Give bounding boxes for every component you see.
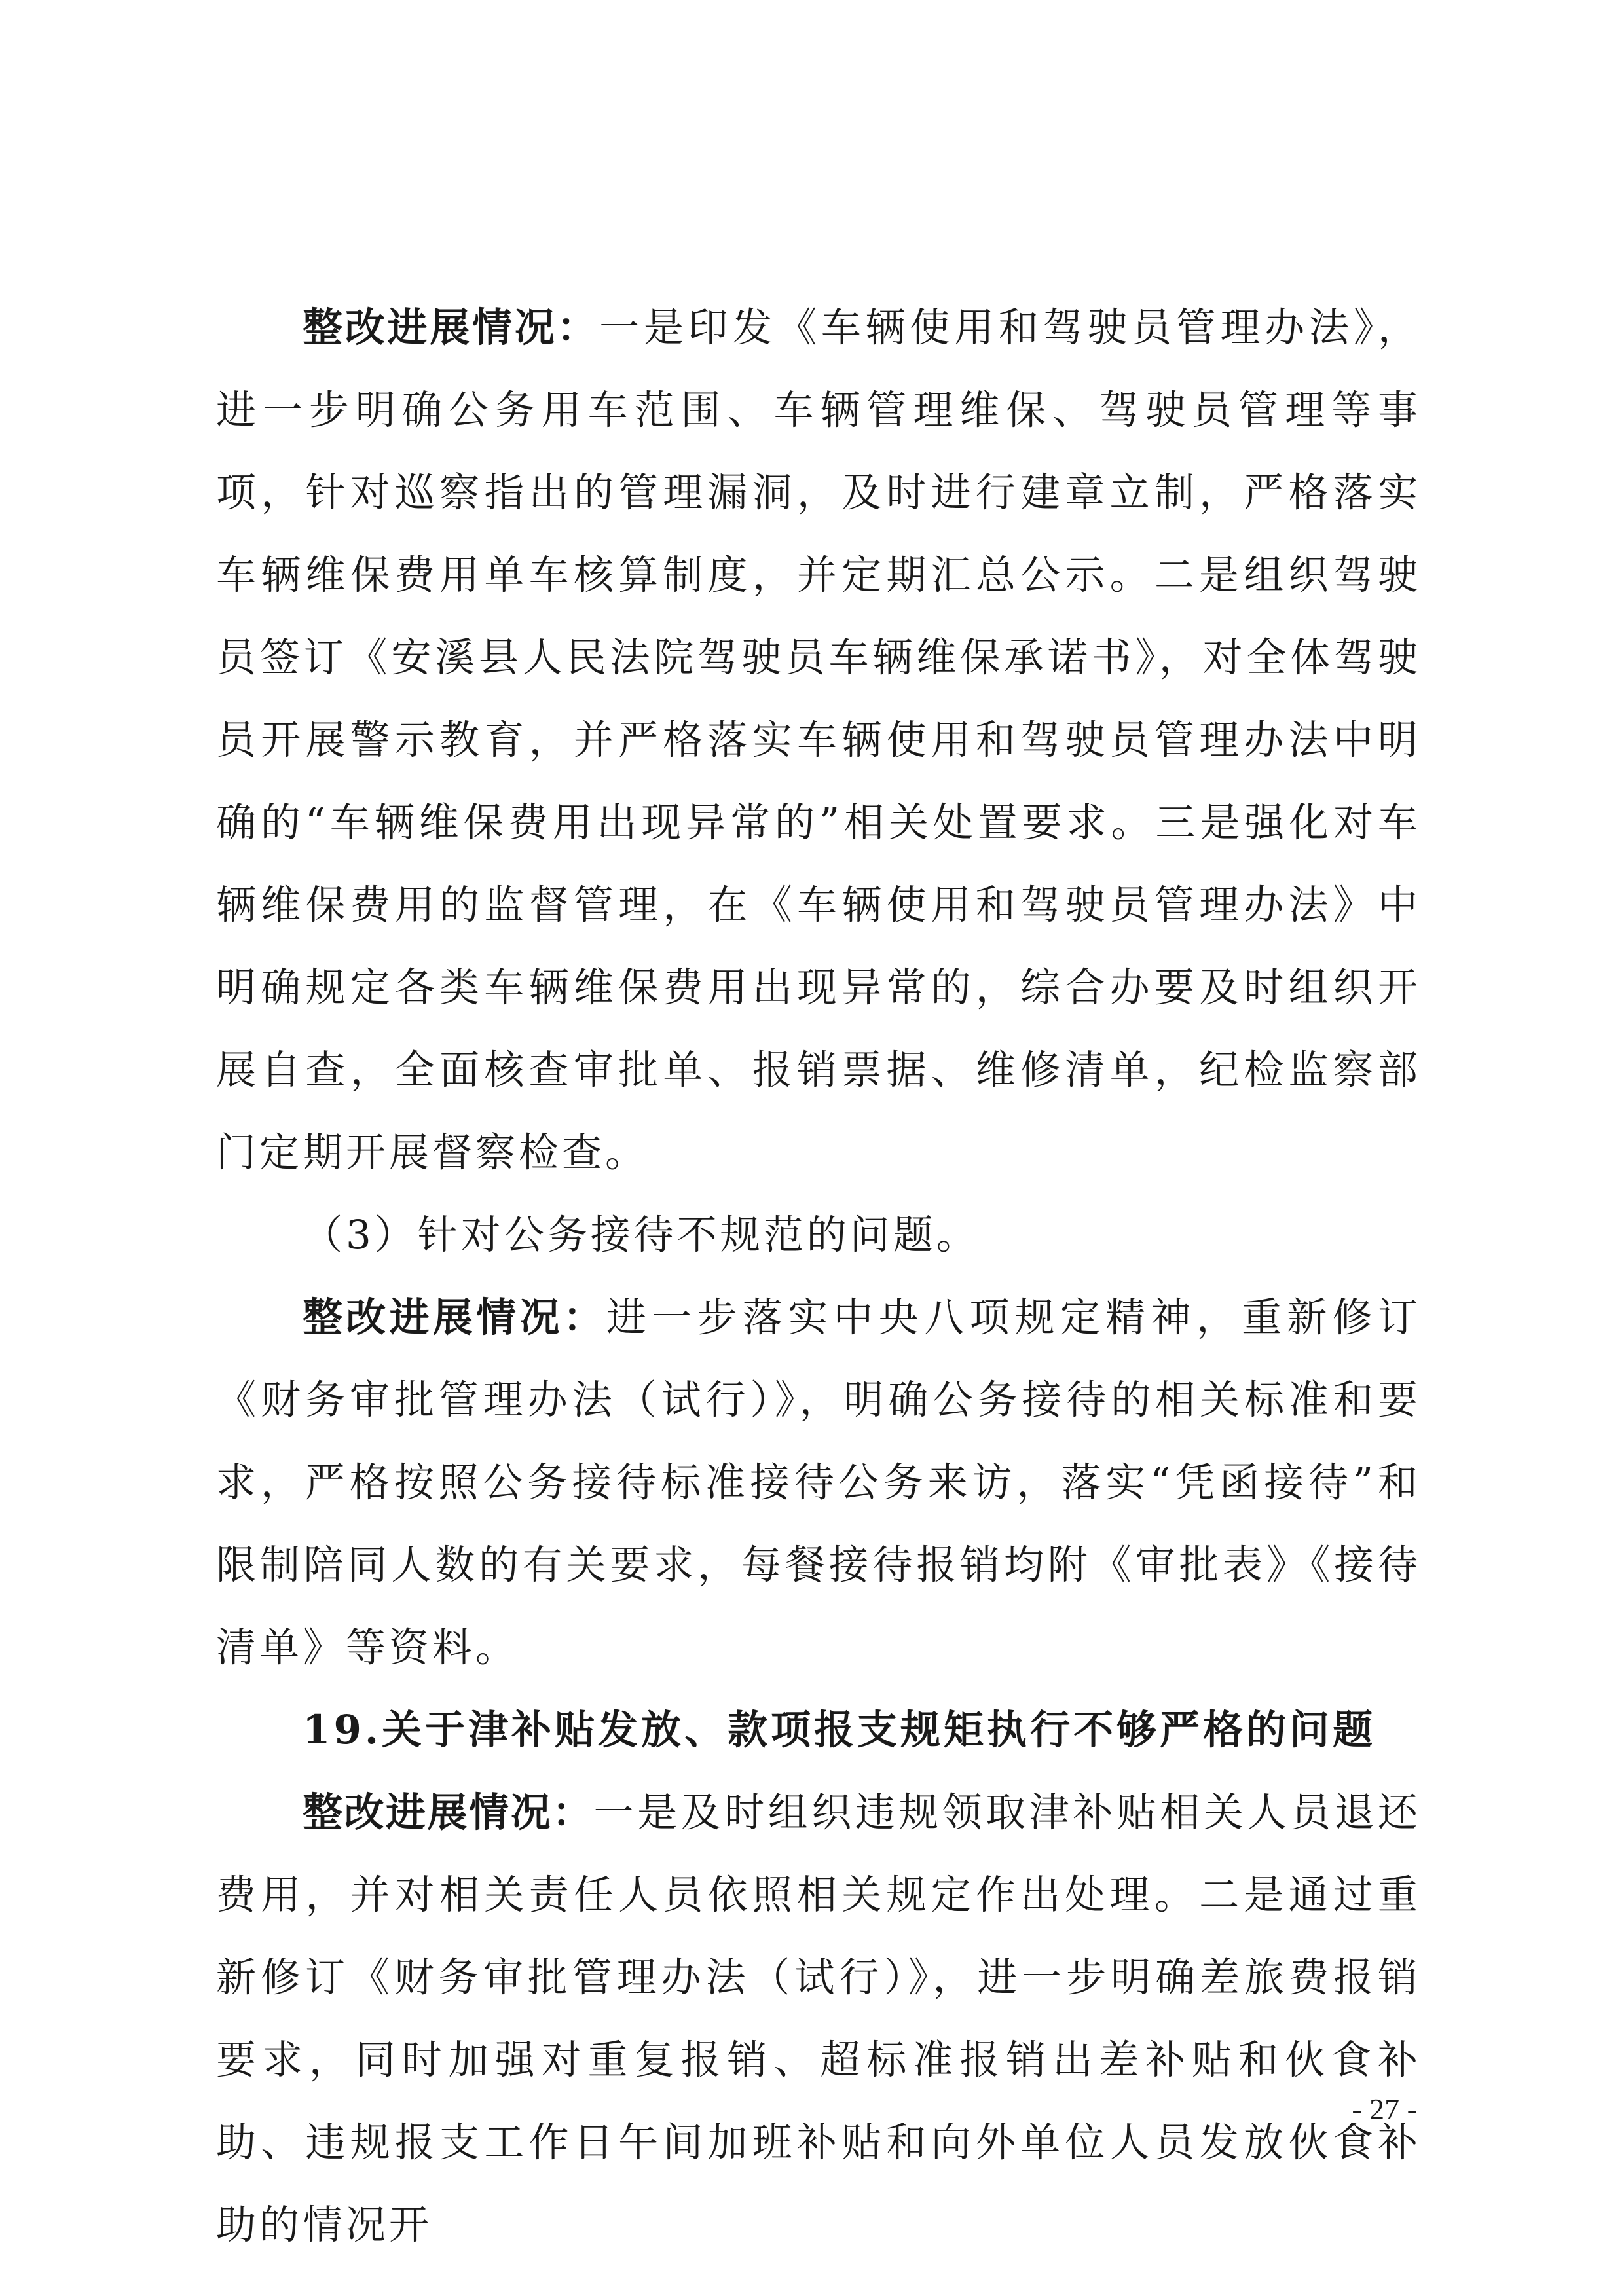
page-number: - 27 - (1352, 2092, 1417, 2126)
section-heading-19: 19.关于津补贴发放、款项报支规矩执行不够严格的问题 (303, 1707, 1376, 1753)
paragraph-lead: 整改进展情况： (303, 1294, 607, 1341)
paragraph-body: 一是印发《车辆使用和驾驶员管理办法》，进一步明确公务用车范围、车辆管理维保、驾驶员管理等事项，针对巡察指出的管理漏洞，及时进行建章立制，严格落实车辆维保费用单车核算制度，并定期汇总公示。二是组织驾驶员签订《安溪县人民法院驾驶员车辆维保承诺书》，对全体驾驶员开展警示教育，并严格落实车辆使用和驾驶员管理办法中明确的“车辆维保费用出现异常的”相关处置要求。三是强化对车辆维保费用的监督管理，在《车辆使用和驾驶员管理办法》中明确规定各类车辆维保费用出现异常的，综合办要及时组织开展自查，全面核查审批单、报销票据、维修清单，纪检监察部门定期开展督察检查。 (216, 304, 1421, 1176)
paragraph-body: 一是及时组织违规领取津补贴相关人员退还费用，并对相关责任人员依照相关规定作出处理。二是通过重新修订《财务审批管理办法（试行）》，进一步明确差旅费报销要求，同时加强对重复报销、超标准报销出差补贴和伙食补助、违规报支工作日午间加班补贴和向外单位人员发放伙食补助的情况开 (216, 1789, 1421, 2248)
paragraph-vehicle-rectification (216, 287, 1421, 1194)
paragraph-lead: 整改进展情况： (303, 304, 600, 351)
paragraph-allowance-rectification (216, 1772, 1421, 2267)
paragraph-body: 进一步落实中央八项规定精神，重新修订《财务审批管理办法（试行）》，明确公务接待的相关标准和要求，严格按照公务接待标准接待公务来访，落实“凭函接待”和限制陪同人数的有关要求，每餐接待报销均附《审批表》《接待清单》等资料。 (216, 1294, 1421, 1671)
paragraph-reception-rectification (216, 1277, 1421, 1689)
section-heading-3: （3）针对公务接待不规范的问题。 (303, 1212, 980, 1258)
document-body (216, 287, 1421, 2267)
paragraph-lead: 整改进展情况： (303, 1789, 594, 1836)
